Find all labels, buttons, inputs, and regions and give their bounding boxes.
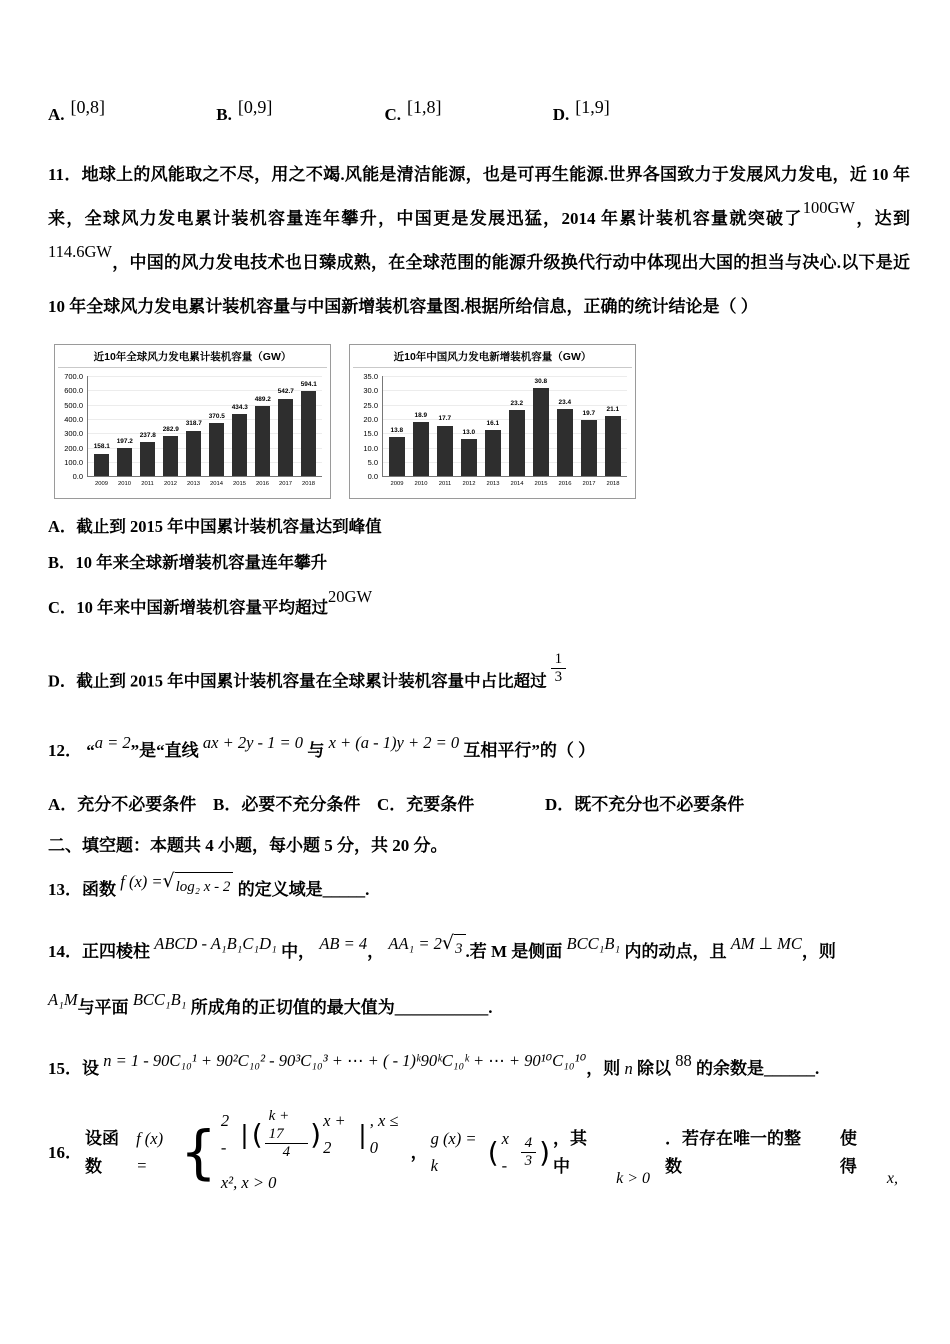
- q12-line2-equation: x + (a - 1)y + 2 = 0: [328, 733, 460, 753]
- paren-close: ): [310, 1117, 322, 1151]
- x-tick-label: 2009: [94, 480, 109, 487]
- bar-column: [601, 376, 625, 476]
- section-2-header: 二、填空题：本题共 4 小题，每小题 5 分，共 20 分。: [48, 836, 448, 856]
- bar: [232, 414, 247, 476]
- q15-tail-post: 的余数是______.: [695, 1058, 820, 1078]
- q11-option-a: [48, 515, 910, 540]
- x-tick-label: 2009: [390, 480, 404, 487]
- bar-column: [505, 376, 529, 476]
- bar-value-label: 542.7: [277, 388, 294, 396]
- fraction-numerator: 1: [551, 651, 567, 669]
- bar-column: [529, 376, 553, 476]
- q14-a1m: A₁M: [48, 990, 78, 1010]
- abs-bar-open: |: [240, 1120, 249, 1150]
- bar-value-label: 21.1: [606, 405, 620, 413]
- paren-close: ): [539, 1135, 551, 1169]
- y-tick-label: 15.0: [363, 429, 378, 439]
- q14-face1: BCC₁B₁: [566, 934, 621, 954]
- x-tick-label: 2018: [301, 480, 316, 487]
- x-tick-label: 2012: [163, 480, 178, 487]
- chart-title-china: 近10年中国风力发电新增装机容量（GW）: [353, 345, 632, 369]
- q11-charts: [54, 344, 910, 499]
- k17-over-4-fraction: [265, 1108, 309, 1161]
- bar: [485, 430, 501, 476]
- piecewise-brace: {: [179, 1118, 217, 1187]
- q16-tail1: ．若存在唯一的整数: [665, 1129, 802, 1176]
- bar-value-label: 318.7: [185, 420, 202, 428]
- bar-value-label: 282.9: [162, 425, 179, 433]
- bar-column: [481, 376, 505, 476]
- x-tick-label: 2014: [510, 480, 524, 487]
- q15-series-formula: n = 1 - 90C₁₀¹ + 90²C₁₀² - 90³C₁₀³ + ⋯ + ( - 1)ᵏ90ᵏC₁₀ᵏ + ⋯ + 90¹⁰C₁₀¹⁰: [103, 1050, 587, 1070]
- bar-column: [113, 376, 136, 476]
- y-tick-label: 30.0: [363, 386, 378, 396]
- bar-value-label: 13.0: [462, 429, 476, 436]
- q12-mid2: 与: [307, 741, 325, 761]
- bar-column: [577, 376, 601, 476]
- q14-perpendicular: AM ⊥ MC: [730, 934, 802, 954]
- bar: [461, 439, 477, 476]
- x-tick-label: 2015: [232, 480, 247, 487]
- y-tick-label: 20.0: [363, 414, 378, 424]
- bar: [509, 410, 525, 476]
- bar: [278, 399, 293, 477]
- q11-option-c: [48, 587, 910, 621]
- q11-number: 11．: [48, 164, 82, 184]
- q12-quote-open: “: [86, 741, 95, 761]
- q13-radical: [163, 872, 234, 901]
- q14-radical: [442, 934, 466, 963]
- bar-value-label: 17.7: [438, 415, 452, 423]
- q16-tail2: 使得: [839, 1129, 857, 1176]
- q11-value-114gw: 114.6GW: [48, 242, 113, 262]
- bar: [140, 442, 155, 476]
- q15-tail-mid: 除以: [636, 1058, 671, 1078]
- bar-value-label: 594.1: [300, 381, 317, 388]
- q10-option-c: [384, 97, 549, 129]
- q16-f-lhs: f (x) =: [136, 1129, 164, 1175]
- q16-pw-top-post: x + 2: [323, 1111, 346, 1157]
- q12-number: 12．: [48, 741, 82, 761]
- chart-body: [350, 368, 635, 495]
- q11-option-a-text: A．截止到 2015 年中国累计装机容量达到峰值: [48, 516, 382, 536]
- radical-sign: √: [162, 870, 175, 893]
- x-tick-label: 2017: [278, 480, 293, 487]
- bar-value-label: 16.1: [486, 420, 500, 427]
- x-tick-label: 2011: [438, 480, 452, 487]
- bar-value-label: 23.4: [558, 399, 572, 406]
- q11-option-c-text: C．10 年来中国新增装机容量平均超过: [48, 598, 329, 618]
- y-tick-label: 0.0: [367, 472, 378, 482]
- chart-title-global: 近10年全球风力发电累计装机容量（GW）: [58, 345, 327, 369]
- q16-x-var: x,: [886, 1169, 898, 1187]
- x-tick-label: 2017: [582, 480, 596, 487]
- q16-g-lhs: g (x) = k: [430, 1129, 477, 1175]
- q15-number: 15．: [48, 1058, 82, 1078]
- q14-radicand: 3: [454, 934, 466, 963]
- bar-value-label: 434.3: [231, 404, 248, 411]
- q10-option-a: [48, 97, 212, 129]
- q10-option-d-label: D.: [552, 105, 570, 124]
- bar-column: [90, 376, 113, 476]
- radical-sign: √: [441, 932, 454, 955]
- plot-wrap: [382, 376, 627, 493]
- bar: [581, 420, 597, 476]
- x-tick-label: 2011: [141, 480, 154, 487]
- y-tick-label: 10.0: [363, 443, 378, 453]
- fraction-denominator: 3: [554, 669, 563, 686]
- y-axis: [57, 372, 87, 482]
- question-14-line2: [48, 990, 910, 1024]
- q12-mid1: ”是“直线: [130, 741, 199, 761]
- q15-tail-pre: ，则: [586, 1058, 621, 1078]
- q12-option-b: B．必要不充分条件: [213, 794, 361, 814]
- q15-modulus: 88: [675, 1050, 692, 1070]
- q10-option-a-value: [0,8]: [70, 97, 106, 117]
- q14-mid3: 内的动点，且: [624, 942, 727, 962]
- q10-option-b-value: [0,9]: [237, 97, 273, 117]
- x-tick-label: 2010: [414, 480, 428, 487]
- q14-tail: 所成角的正切值的最大值为___________.: [190, 998, 493, 1018]
- q16-number: 16．: [48, 1142, 82, 1162]
- q13-lead: 函数: [82, 880, 116, 900]
- q14-mid2: .若 M 是侧面: [465, 942, 563, 962]
- bar: [437, 426, 453, 477]
- q16-mid: ，其中: [553, 1129, 588, 1176]
- bar-column: [385, 376, 409, 476]
- bar-column: [136, 376, 159, 476]
- bar-column: [182, 376, 205, 476]
- q10-option-b: [216, 97, 380, 129]
- fraction-numerator: 4: [521, 1135, 537, 1153]
- question-12: [48, 733, 910, 767]
- bar-column: [251, 376, 274, 476]
- q10-option-d-value: [1,9]: [575, 97, 610, 117]
- x-tick-label: 2016: [558, 480, 572, 487]
- q13-radicand: log₂ x - 2: [175, 872, 234, 901]
- q11-text-after: ，中国的风力发电技术也日臻成熟，在全球范围的能源升级换代行动中体现出大国的担当与决心.以下是近 10 年全球风力发电累计装机容量与中国新增装机容量图.根据所给信息，正确的统计结论是（ ）: [48, 253, 910, 317]
- q12-condition: a = 2: [94, 733, 131, 753]
- q16-k-condition: k > 0: [616, 1169, 651, 1187]
- q10-options-row: [48, 97, 910, 129]
- plot-area: [87, 376, 322, 477]
- q11-text-mid: ，达到: [855, 208, 911, 228]
- q15-lead: 设: [82, 1058, 99, 1078]
- question-13: [48, 870, 910, 909]
- bar-value-label: 30.8: [534, 378, 548, 385]
- q10-option-b-label: B.: [216, 105, 232, 124]
- q12-option-d: D．既不充分也不必要条件: [545, 794, 745, 814]
- q14-mid5: 与平面: [77, 998, 129, 1018]
- bar: [605, 416, 621, 476]
- y-tick-label: 25.0: [363, 400, 378, 410]
- bar: [186, 431, 201, 477]
- q11-option-b-text: B．10 年来全球新增装机容量连年攀升: [48, 553, 328, 573]
- bar-column: [274, 376, 297, 476]
- bar: [117, 448, 132, 476]
- y-tick-label: 300.0: [64, 429, 83, 439]
- y-tick-label: 200.0: [64, 443, 83, 453]
- q12-line1-equation: ax + 2y - 1 = 0: [202, 733, 304, 753]
- bar-column: [159, 376, 182, 476]
- q14-mid4: ，则: [801, 942, 836, 962]
- q16-pw-bottom: x², x > 0: [220, 1173, 277, 1193]
- q13-number: 13．: [48, 880, 82, 900]
- question-11-text: [48, 153, 910, 330]
- q11-option-d-text: D．截止到 2015 年中国累计装机容量在全球累计装机容量中占比超过: [48, 671, 547, 691]
- bar: [389, 437, 405, 476]
- piecewise-body: [221, 1108, 408, 1196]
- bar-column: [433, 376, 457, 476]
- question-15: [48, 1050, 910, 1085]
- question-14-line1: [48, 932, 910, 971]
- piecewise-top-row: [221, 1108, 408, 1161]
- abs-bar-close: |: [358, 1120, 367, 1150]
- bar-value-label: 19.7: [582, 409, 596, 417]
- q11-option-b: [48, 551, 910, 576]
- plot-wrap: [87, 376, 322, 493]
- q11-option-d: [48, 650, 910, 701]
- q13-function-lhs: f (x) =: [120, 872, 163, 892]
- bar-column: [228, 376, 251, 476]
- y-tick-label: 100.0: [64, 457, 83, 467]
- q14-number: 14．: [48, 942, 82, 962]
- chart-body: [55, 368, 330, 495]
- q15-n-var: n: [624, 1058, 633, 1078]
- q14-aa1-value: AA₁ = 2: [388, 934, 442, 954]
- q14-lead: 正四棱柱: [82, 942, 150, 962]
- q13-tail: 的定义域是_____.: [237, 880, 370, 900]
- q12-option-c: C．充要条件: [377, 794, 475, 814]
- q16-comma: ，: [410, 1142, 428, 1162]
- bar: [533, 388, 549, 476]
- x-tick-label: 2010: [117, 480, 132, 487]
- x-tick-label: 2012: [462, 480, 476, 487]
- fraction-numerator: k + 17: [265, 1108, 309, 1144]
- paren-open: (: [487, 1135, 499, 1169]
- plot-area: [382, 376, 627, 477]
- y-tick-label: 600.0: [64, 386, 83, 396]
- y-tick-label: 0.0: [72, 472, 83, 482]
- bar-column: [205, 376, 228, 476]
- q11-option-c-value: 20GW: [328, 587, 373, 607]
- q10-option-c-label: C.: [384, 105, 402, 124]
- four-thirds-fraction: [521, 1135, 537, 1171]
- bar-column: [409, 376, 433, 476]
- bar: [413, 422, 429, 476]
- q11-text-before: 地球上的风能取之不尽，用之不竭.风能是清洁能源，也是可再生能源.世界各国致力于发展风力发电，近 10 年来，全球风力发电累计装机容量连年攀升，中国更是发展迅猛，2014 年累计装机容量就突破了: [48, 164, 911, 228]
- bar-value-label: 158.1: [93, 443, 110, 451]
- piecewise-bottom-row: [221, 1170, 408, 1196]
- one-third-fraction: [551, 651, 567, 687]
- bar-column: [553, 376, 577, 476]
- x-axis-labels: [87, 477, 322, 493]
- q16-pw-top-cond: , x ≤ 0: [369, 1111, 399, 1157]
- x-tick-label: 2013: [486, 480, 500, 487]
- y-tick-label: 700.0: [64, 372, 83, 382]
- bar-value-label: 370.5: [208, 413, 225, 420]
- y-tick-label: 500.0: [64, 400, 83, 410]
- q12-tail: 互相平行”的（ ）: [463, 741, 596, 761]
- q12-option-a: A．充分不必要条件: [48, 794, 197, 814]
- q16-g-var: x -: [501, 1129, 509, 1175]
- chart-china-new: [349, 344, 636, 499]
- y-axis: [352, 372, 382, 482]
- y-tick-label: 400.0: [64, 414, 83, 424]
- bar-value-label: 237.8: [139, 432, 156, 439]
- q14-face2: BCC₁B₁: [132, 990, 187, 1010]
- q16-pw-top-pre: 2 -: [220, 1111, 230, 1157]
- bar-column: [457, 376, 481, 476]
- bar-value-label: 13.8: [390, 426, 404, 434]
- x-tick-label: 2018: [606, 480, 620, 487]
- y-tick-label: 5.0: [367, 457, 378, 467]
- q14-prism: ABCD - A₁B₁C₁D₁: [154, 934, 277, 954]
- q10-option-c-value: [1,8]: [407, 97, 442, 117]
- q12-options-row: [48, 791, 910, 818]
- x-tick-label: 2013: [186, 480, 201, 487]
- x-axis-labels: [382, 477, 627, 493]
- chart-global-cumulative: [54, 344, 331, 499]
- bar: [301, 391, 316, 476]
- q14-comma: ，: [367, 942, 385, 962]
- bar: [557, 409, 573, 476]
- bar: [94, 454, 109, 477]
- q16-lead: 设函数: [85, 1129, 119, 1176]
- x-tick-label: 2015: [534, 480, 548, 487]
- question-16: [48, 1108, 910, 1196]
- paren-open: (: [251, 1117, 263, 1151]
- bar: [209, 423, 224, 476]
- q10-option-a-label: A.: [48, 105, 65, 124]
- fraction-denominator: 3: [524, 1153, 533, 1170]
- bar-value-label: 23.2: [510, 399, 524, 407]
- bar-value-label: 489.2: [254, 396, 271, 403]
- q14-ab-value: AB = 4: [319, 934, 368, 954]
- bar-value-label: 197.2: [116, 438, 133, 445]
- bar: [255, 406, 270, 476]
- x-tick-label: 2016: [255, 480, 270, 487]
- bar: [163, 436, 178, 476]
- bar-value-label: 18.9: [414, 412, 428, 419]
- q11-value-100gw: 100GW: [802, 197, 855, 217]
- x-tick-label: 2014: [209, 480, 224, 487]
- q10-option-d: [552, 97, 610, 129]
- fraction-denominator: 4: [282, 1143, 291, 1160]
- bar-column: [297, 376, 320, 476]
- y-tick-label: 35.0: [363, 372, 378, 382]
- q14-mid1: 中，: [281, 942, 316, 962]
